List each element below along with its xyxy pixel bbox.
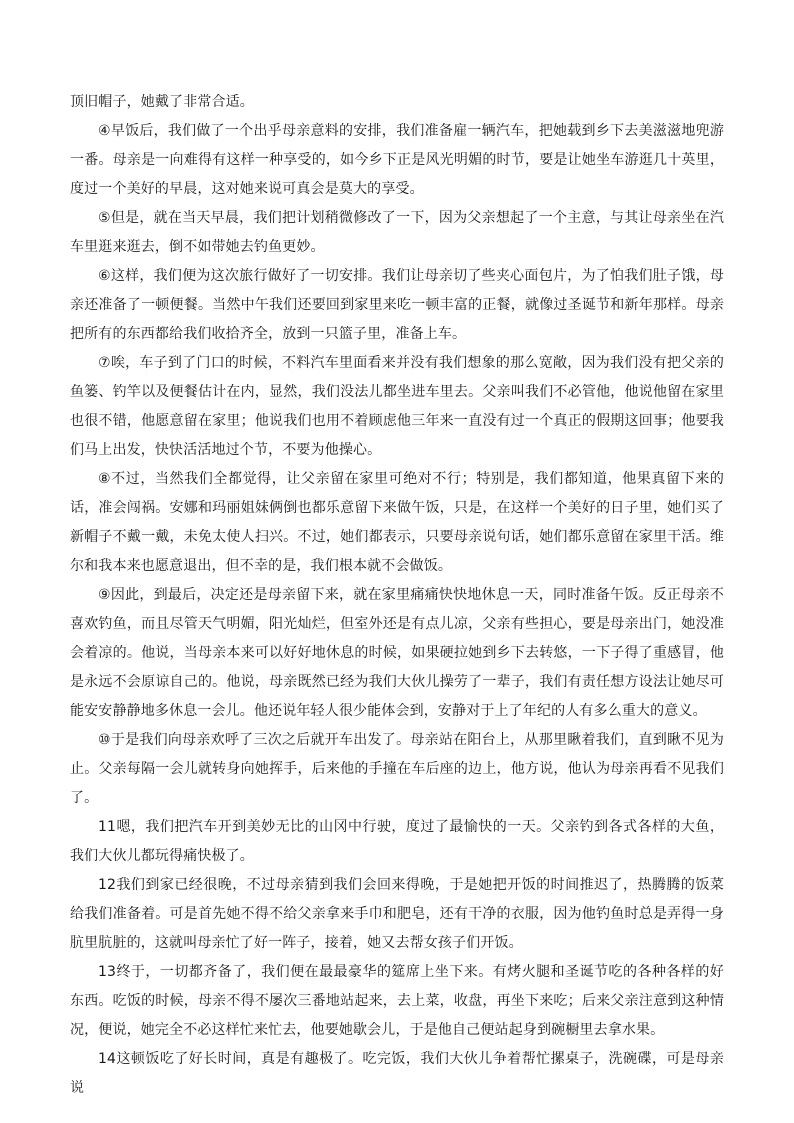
paragraph-7: ⑦唉，车子到了门口的时候，不料汽车里面看来并没有我们想象的那么宽敞，因为我们没有把父亲的鱼篓、钓竿以及便餐估计在内，显然，我们没法儿都坐进车里去。父亲叫我们不必管他，他说他留在家里也很不错，他愿意留在家里；他说我们也用不着顾虑他三年来一直没有过一个真正的假期这回事；他要我们马上出发，快快活活地过个节，不要为他操心。 xyxy=(70,355,724,458)
document-body xyxy=(70,88,724,1103)
paragraph-13: 13终于，一切都齐备了，我们便在最最豪华的筵席上坐下来。有烤火腿和圣诞节吃的各种各样的好东西。吃饭的时候，母亲不得不屡次三番地站起来，去上菜，收盘，再坐下来吃；后来父亲注意到这种情况，便说，她完全不必这样忙来忙去，他要她歇会儿，于是他自己便站起身到碗橱里去拿水果。 xyxy=(70,964,724,1038)
paragraph-9: ⑨因此，到最后，决定还是母亲留下来，就在家里痛痛快快地休息一天，同时准备午饭。反正母亲不喜欢钓鱼，而且尽管天气明媚，阳光灿烂，但室外还是有点儿凉，父亲有些担心，要是母亲出门，她没准会着凉的。他说，当母亲本来可以好好地休息的时候，如果硬拉她到乡下去转悠，一下子得了重感冒，他是永远不会原谅自己的。他说，母亲既然已经为我们大伙儿操劳了一辈子，我们有责任想方设法让她尽可能安安静静地多休息一会儿。他还说年轻人很少能体会到，安静对于上了年纪的人有多么重大的意义。 xyxy=(70,587,724,719)
paragraph-4: ④早饭后，我们做了一个出乎母亲意料的安排，我们准备雇一辆汽车，把她载到乡下去美滋滋地兜游一番。母亲是一向难得有这样一种享受的，如今乡下正是风光明媚的时节，要是让她坐车游逛几十英里，度过一个美好的早晨，这对她来说可真会是莫大的享受。 xyxy=(70,123,724,197)
paragraph-14: 14这顿饭吃了好长时间，真是有趣极了。吃完饭，我们大伙儿争着帮忙摞桌子，洗碗碟，可是母亲说 xyxy=(70,1051,724,1096)
paragraph-6: ⑥这样，我们便为这次旅行做好了一切安排。我们让母亲切了些夹心面包片，为了怕我们肚子饿，母亲还准备了一顿便餐。当然中午我们还要回到家里来吃一顿丰富的正餐，就像过圣诞节和新年那样。母亲把所有的东西都给我们收拾齐全，放到一只篮子里，准备上车。 xyxy=(70,268,724,342)
paragraph-continued: 顶旧帽子，她戴了非常合适。 xyxy=(70,94,254,110)
paragraph-8: ⑧不过，当然我们全都觉得，让父亲留在家里可绝对不行；特别是，我们都知道，他果真留下来的话，准会闯祸。安娜和玛丽姐妹俩倒也都乐意留下来做午饭，只是，在这样一个美好的日子里，她们买了新帽子不戴一戴，未免太使人扫兴。不过，她们都表示，只要母亲说句话，她们都乐意留在家里干活。维尔和我本来也愿意退出，但不幸的是，我们根本就不会做饭。 xyxy=(70,471,724,574)
paragraph-12: 12我们到家已经很晚，不过母亲猜到我们会回来得晚，于是她把开饭的时间推迟了，热腾腾的饭菜给我们准备着。可是首先她不得不给父亲拿来手巾和肥皂，还有干净的衣服，因为他钓鱼时总是弄得一身肮里肮脏的，这就叫母亲忙了好一阵子，接着，她又去帮女孩子们开饭。 xyxy=(70,877,724,951)
paragraph-11: 11嗯，我们把汽车开到美妙无比的山冈中行驶，度过了最愉快的一天。父亲钓到各式各样的大鱼，我们大伙儿都玩得痛快极了。 xyxy=(70,819,724,864)
paragraph-5: ⑤但是，就在当天早晨，我们把计划稍微修改了一下，因为父亲想起了一个主意，与其让母亲坐在汽车里逛来逛去，倒不如带她去钓鱼更妙。 xyxy=(70,210,724,255)
paragraph-10: ⑩于是我们向母亲欢呼了三次之后就开车出发了。母亲站在阳台上，从那里瞅着我们，直到瞅不见为止。父亲每隔一会儿就转身向她挥手，后来他的手撞在车后座的边上，他方说，他认为母亲再看不见我们了。 xyxy=(70,732,724,806)
